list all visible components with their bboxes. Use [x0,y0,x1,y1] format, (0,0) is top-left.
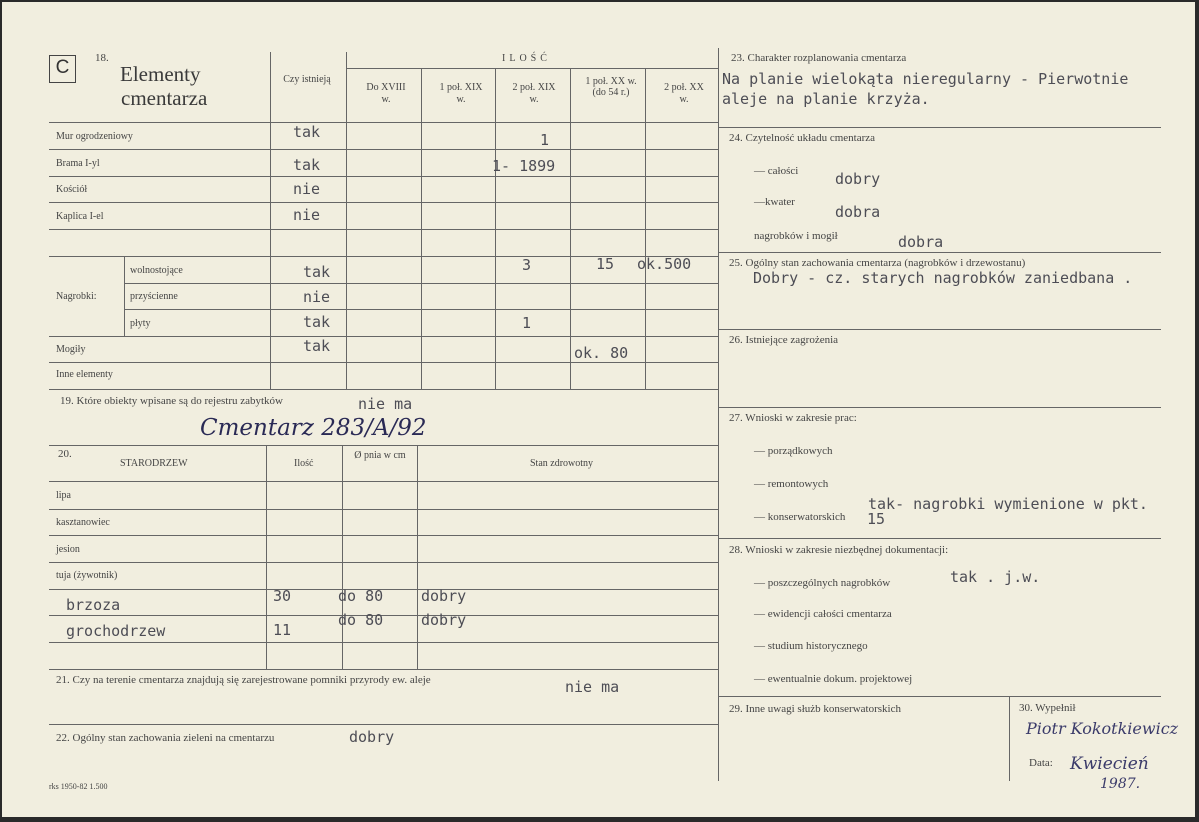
header-1pol-xix: 1 poł. XIX w. [439,82,483,105]
s28-label: 28. Wnioski w zakresie niezbędnej dokumentacji: [729,544,949,556]
label-mogily: Mogiły [56,344,86,355]
title-line2: cmentarza [121,86,208,110]
tree-jesion: jesion [56,544,80,555]
s22-label: 22. Ogólny stan zachowania zieleni na cmentarzu [56,732,275,744]
s24-kwater-value: dobra [835,203,881,221]
s20-h-starodrzew: STARODRZEW [120,458,188,469]
header-2pol-xix: 2 poł. XIX w. [512,82,556,105]
s27-konserw-value2: 15 [867,510,886,528]
inventory-card [2,2,1195,817]
label-inne: Inne elementy [56,369,113,380]
s23-line2: aleje na planie krzyża. [722,90,930,108]
exists-mogily: tak [303,337,331,355]
s26-label: 26. Istniejące zagrożenia [729,334,839,346]
header-ilosc: ILOŚĆ [502,53,551,64]
exists-plyty: tak [303,313,331,331]
s21-label: 21. Czy na terenie cmentarza znajdują się zarejestrowane pomniki przyrody ew. aleje [56,674,431,686]
s19-value: nie ma [358,395,413,413]
s24-kwater-label: —kwater [754,196,795,208]
s27-remontowych: — remontowych [754,478,829,490]
qty-brama-2pol-xix: 1- 1899 [492,157,556,175]
s29-label: 29. Inne uwagi służb konserwatorskich [729,703,901,715]
qty-mogily-1pol-xx: ok. 80 [574,344,629,362]
s25-label: 25. Ogólny stan zachowania cmentarza (nagrobków i drzewostanu) [729,257,1026,269]
s20-h-stan: Stan zdrowotny [530,458,594,469]
header-do-xviii: Do XVIII w. [366,82,406,105]
s20-h-pnia: Ø pnia w cm [354,450,406,461]
s25-value: Dobry - cz. starych nagrobków zaniedbana . [753,269,1133,287]
s27-konserwatorskich: — konserwatorskich [754,511,846,523]
s27-konserw-value1: tak- nagrobki wymienione w pkt. [868,495,1148,513]
s28-projekt: — ewentualnie dokum. projektowej [754,673,913,685]
tree-brzoza-dia: do 80 [338,587,384,605]
s27-porzadkowych: — porządkowych [754,445,833,457]
header-czy-istnieja: Czy istnieją [283,74,331,85]
label-plyty: płyty [130,318,151,329]
label-nagrobki: Nagrobki: [56,291,97,302]
s28-poszczegolnych: — poszczególnych nagrobków [754,577,891,589]
section-letter: C [55,57,70,78]
tree-brzoza: brzoza [66,596,121,614]
s20-h-ilosc: Ilość [294,458,314,469]
exists-kaplica: nie [293,206,321,224]
tree-brzoza-qty: 30 [273,587,292,605]
tree-grochodrzew: grochodrzew [66,622,166,640]
footer-print: rks 1950-82 1.500 [49,782,108,791]
s24-nagrobkow-label: nagrobków i mogił [754,230,838,242]
qty-plyty-2pol-xix: 1 [522,314,532,332]
label-kosciol: Kościół [56,184,88,195]
s24-calosci-label: — całości [754,165,799,177]
s23-line1: Na planie wielokąta nieregularny - Pierwotnie [722,70,1129,88]
s19-handwritten: Cmentarz 283/A/92 [200,415,427,441]
s30-date-month: Kwiecień [1070,754,1149,774]
s28-poszcz-value: tak . j.w. [950,568,1041,586]
header-1pol-xx: 1 poł. XX w. (do 54 r.) [585,76,637,98]
s21-value: nie ma [565,678,620,696]
label-wolnostojace: wolnostojące [130,265,183,276]
exists-wolnostojace: tak [303,263,331,281]
s22-value: dobry [349,728,395,746]
s19-label: 19. Które obiekty wpisane są do rejestru zabytków [60,395,283,407]
exists-przyscienne: nie [303,288,331,306]
qty-wolno-2pol-xix: 3 [522,256,532,274]
label-przyscienne: przyścienne [130,291,178,302]
s24-calosci-value: dobry [835,170,881,188]
title-line1: Elementy [120,62,201,86]
exists-kosciol: nie [293,180,321,198]
tree-lipa: lipa [56,490,71,501]
s30-date-year: 1987. [1100,776,1141,792]
s30-label: 30. Wypełnił [1019,702,1076,714]
tree-kasztanowiec: kasztanowiec [56,517,110,528]
qty-wolno-1pol-xx: 15 [596,255,615,273]
exists-brama: tak [293,156,321,174]
section-number: 18. [95,52,109,64]
label-mur: Mur ogrodzeniowy [56,131,133,142]
tree-grochodrzew-dia: do 80 [338,611,384,629]
header-2pol-xx: 2 poł. XX w. [664,82,704,105]
s24-label: 24. Czytelność układu cmentarza [729,132,876,144]
section-letter-box [49,55,76,83]
tree-brzoza-state: dobry [421,587,467,605]
s27-label: 27. Wnioski w zakresie prac: [729,412,857,424]
qty-wolno-2pol-xx: ok.500 [637,255,692,273]
s28-studium: — studium historycznego [754,640,868,652]
s30-data-label: Data: [1029,757,1053,769]
s20-num: 20. [58,448,72,460]
label-kaplica: Kaplica I-el [56,211,104,222]
s24-nagrobkow-value: dobra [898,233,944,251]
qty-mur-2pol-xix: 1 [540,131,550,149]
exists-mur: tak [293,123,321,141]
tree-grochodrzew-state: dobry [421,611,467,629]
s23-label: 23. Charakter rozplanowania cmentarza [731,52,907,64]
label-brama: Brama I-yl [56,158,100,169]
tree-tuja: tuja (żywotnik) [56,570,118,581]
s30-signature: Piotr Kokotkiewicz [1026,719,1179,738]
tree-grochodrzew-qty: 11 [273,621,292,639]
s28-ewidencji: — ewidencji całości cmentarza [754,608,892,620]
